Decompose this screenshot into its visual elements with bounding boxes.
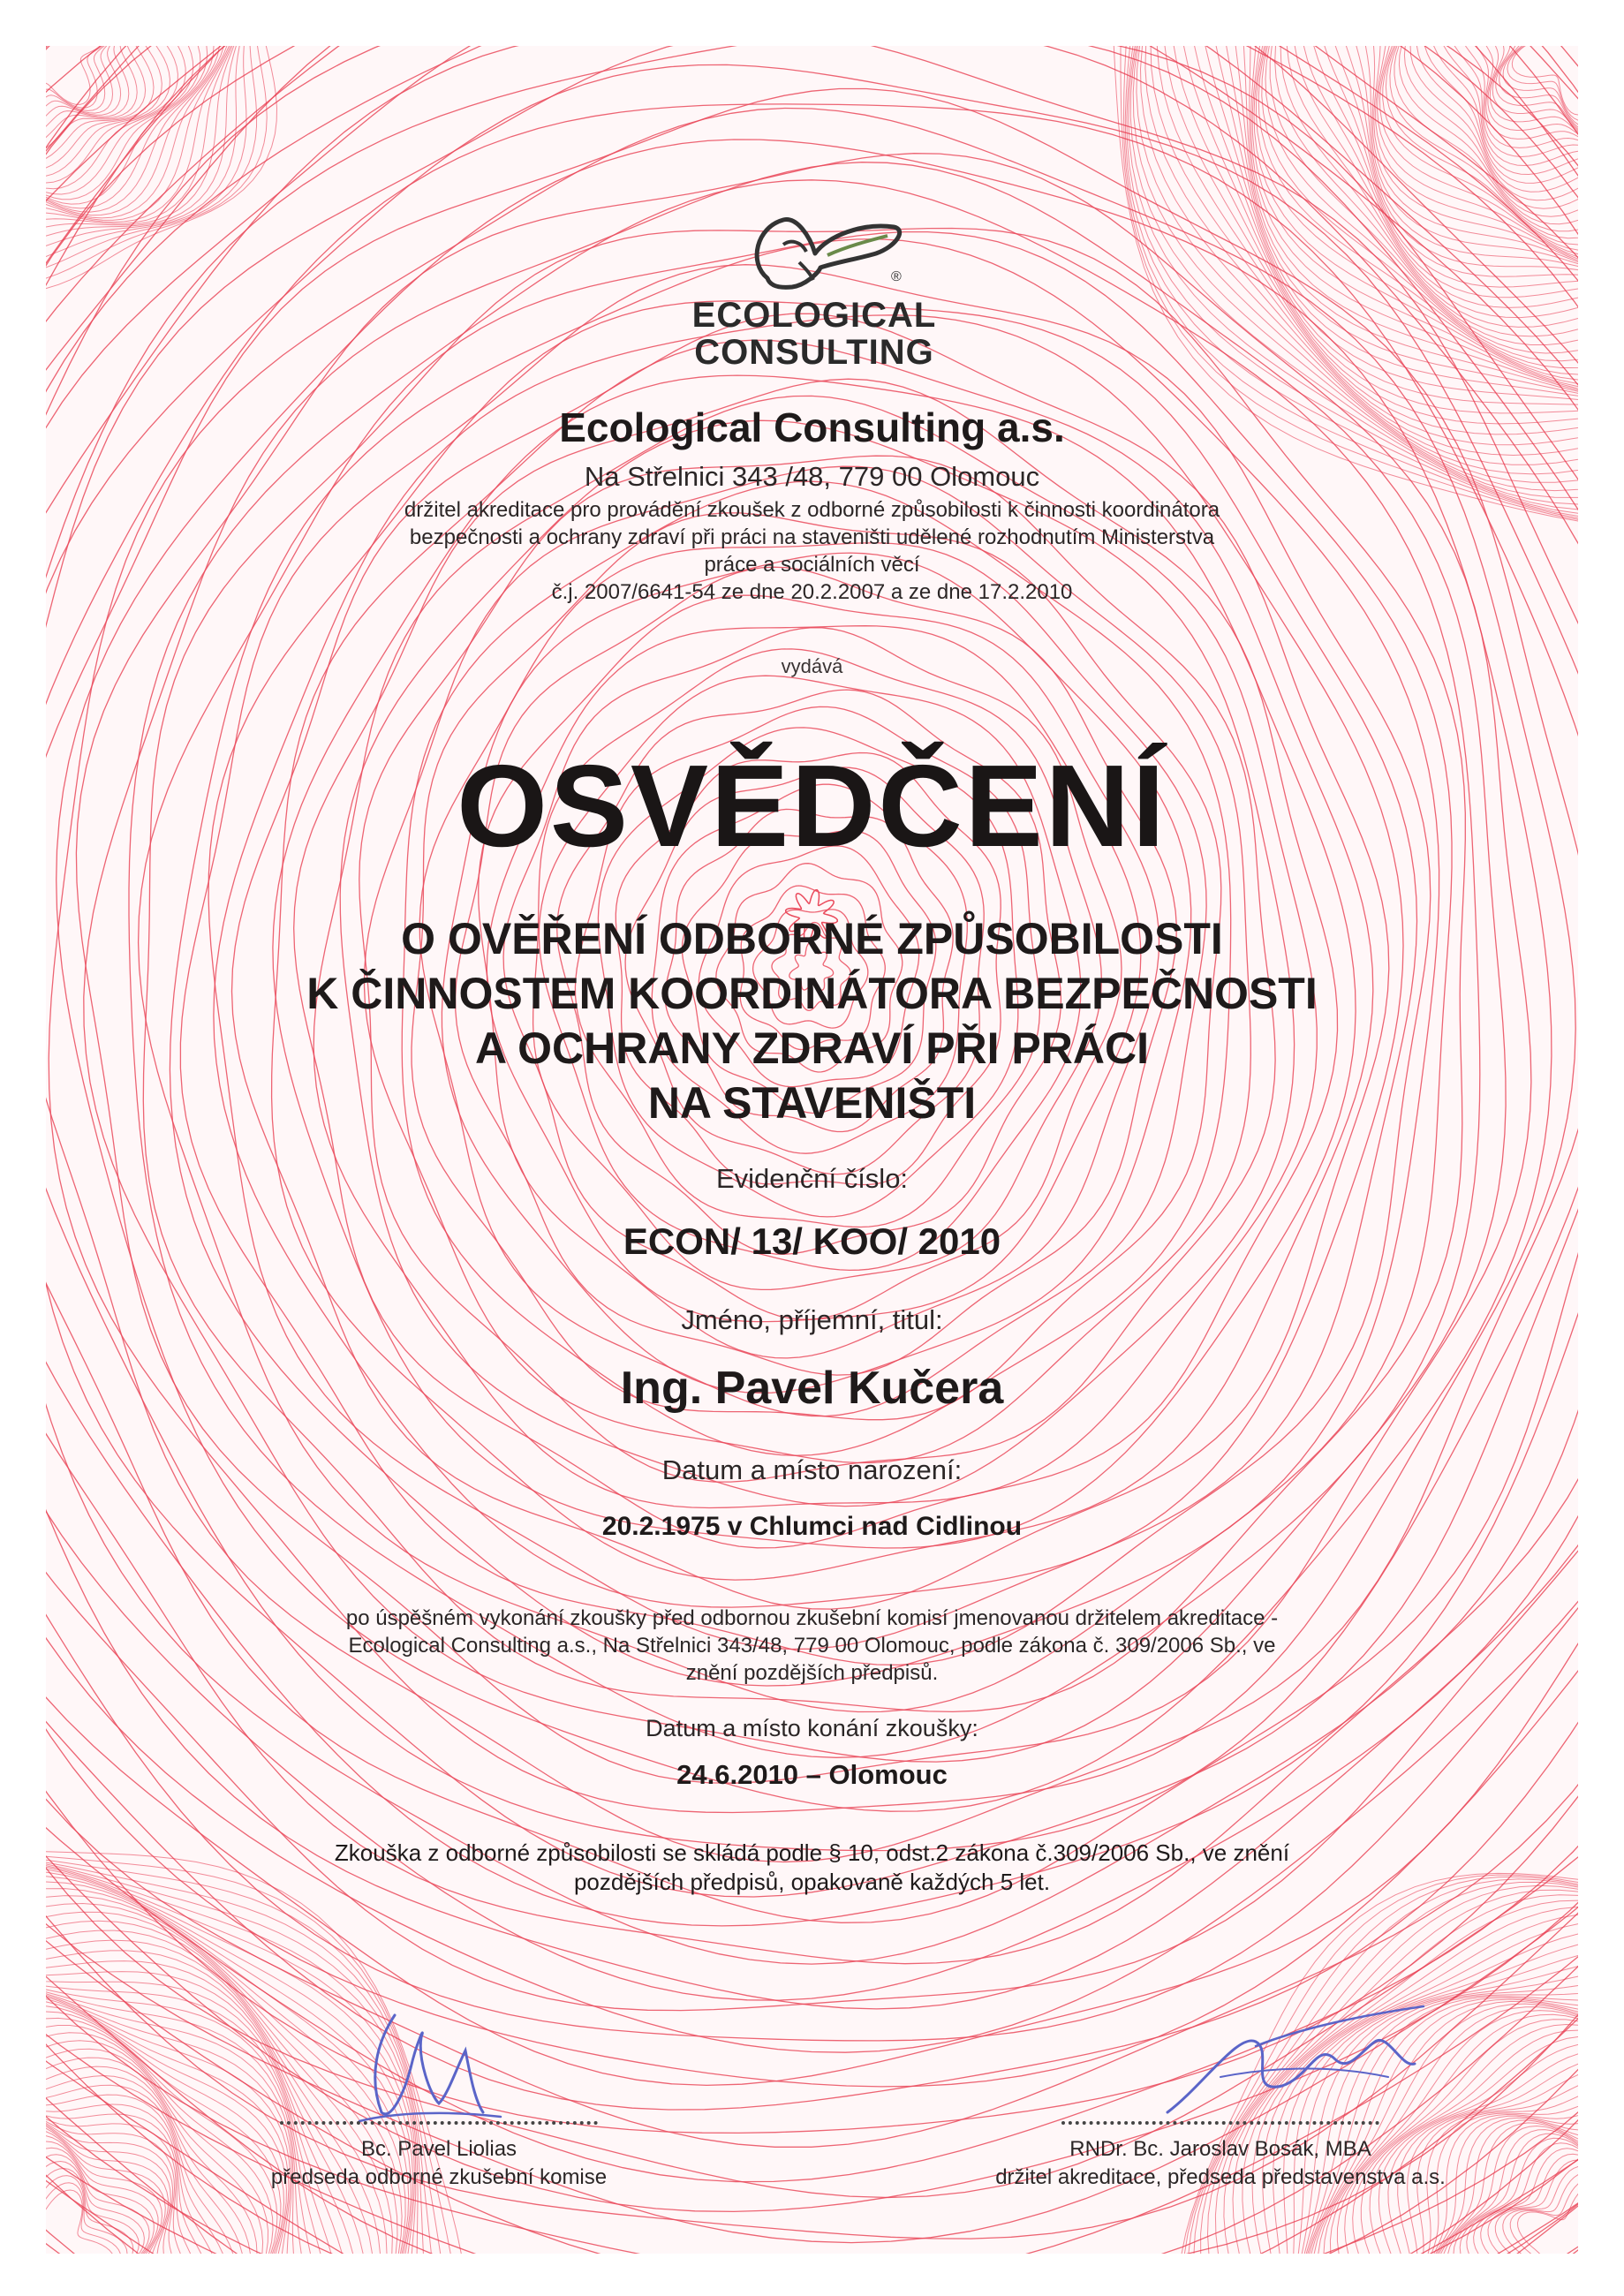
exam-statement bbox=[46, 1605, 1578, 1687]
left-signature-line bbox=[280, 2121, 598, 2125]
left-signatory-role: předseda odborné zkušební komise bbox=[270, 2165, 608, 2189]
subtitle-line: A OCHRANY ZDRAVÍ PŘI PRÁCI bbox=[474, 1023, 1149, 1073]
accreditation-line: práce a sociálních věcí bbox=[704, 553, 920, 577]
left-signature bbox=[342, 1989, 518, 2139]
repeat-statement bbox=[46, 1839, 1578, 1897]
holder-name-label: Jméno, příjemní, titul: bbox=[681, 1304, 943, 1335]
holder-name: Ing. Pavel Kučera bbox=[620, 1363, 1004, 1414]
exam-date-place: 24.6.2010 – Olomouc bbox=[676, 1759, 948, 1790]
exam-statement-line: Ecological Consulting a.s., Na Střelnici 343/48, 779 00 Olomouc, podle zákona č. 309/2006 Sb., ve bbox=[348, 1634, 1276, 1658]
right-signature-line bbox=[1061, 2121, 1379, 2125]
issuer-company: Ecological Consulting a.s. bbox=[559, 404, 1065, 450]
evidence-number: ECON/ 13/ KOO/ 2010 bbox=[623, 1220, 1001, 1262]
logo-line-1: ECOLOGICAL bbox=[691, 296, 937, 335]
repeat-statement-line: Zkouška z odborné způsobilosti se skládá podle § 10, odst.2 zákona č.309/2006 Sb., ve znění bbox=[334, 1839, 1290, 1866]
right-signature bbox=[1150, 1980, 1441, 2139]
issues-label: vydává bbox=[781, 655, 843, 677]
accreditation-line: č.j. 2007/6641-54 ze dne 20.2.2007 a ze dne 17.2.2010 bbox=[551, 580, 1073, 604]
certificate-content bbox=[46, 46, 1578, 2254]
logo-line-2: CONSULTING bbox=[694, 333, 934, 372]
exam-statement-line: znění pozdějších předpisů. bbox=[685, 1661, 939, 1685]
certificate-title: OSVĚDČENÍ bbox=[457, 741, 1167, 871]
right-signatory-role: držitel akreditace, předseda představenstva a.s. bbox=[995, 2165, 1446, 2189]
subtitle-line: K ČINNOSTEM KOORDINÁTORA BEZPEČNOSTI bbox=[306, 969, 1318, 1018]
repeat-statement-line: pozdějších předpisů, opakovaně každých 5 let. bbox=[573, 1869, 1051, 1895]
accreditation-line: držitel akreditace pro provádění zkoušek z odborné způsobilosti k činnosti koordinátora bbox=[404, 498, 1220, 522]
certificate-sheet bbox=[46, 46, 1578, 2254]
registered-mark: ® bbox=[891, 269, 902, 284]
birth-date-place: 20.2.1975 v Chlumci nad Cidlinou bbox=[601, 1512, 1023, 1541]
birth-label: Datum a místo narození: bbox=[661, 1454, 963, 1485]
accreditation-text bbox=[46, 496, 1578, 606]
exam-date-label: Datum a místo konání zkoušky: bbox=[646, 1715, 978, 1741]
issuer-address: Na Střelnici 343 /48, 779 00 Olomouc bbox=[584, 461, 1040, 492]
company-logo bbox=[686, 200, 942, 390]
subtitle-line: NA STAVENIŠTI bbox=[647, 1078, 977, 1128]
evidence-number-label: Evidenční číslo: bbox=[715, 1163, 909, 1194]
left-signatory-name: Bc. Pavel Liolias bbox=[360, 2137, 517, 2161]
butterfly-icon bbox=[686, 200, 942, 298]
subtitle-line: O OVĚŘENÍ ODBORNÉ ZPŮSOBILOSTI bbox=[401, 914, 1223, 963]
accreditation-line: bezpečnosti a ochrany zdraví při práci na staveništi udělené rozhodnutím Ministerstva bbox=[409, 525, 1215, 549]
right-signatory-name: RNDr. Bc. Jaroslav Bosák, MBA bbox=[1069, 2137, 1371, 2161]
certificate-subtitle bbox=[46, 911, 1578, 1130]
exam-statement-line: po úspěšném vykonání zkoušky před odbornou zkušební komisí jmenovanou držitelem akreditace - bbox=[345, 1606, 1279, 1630]
